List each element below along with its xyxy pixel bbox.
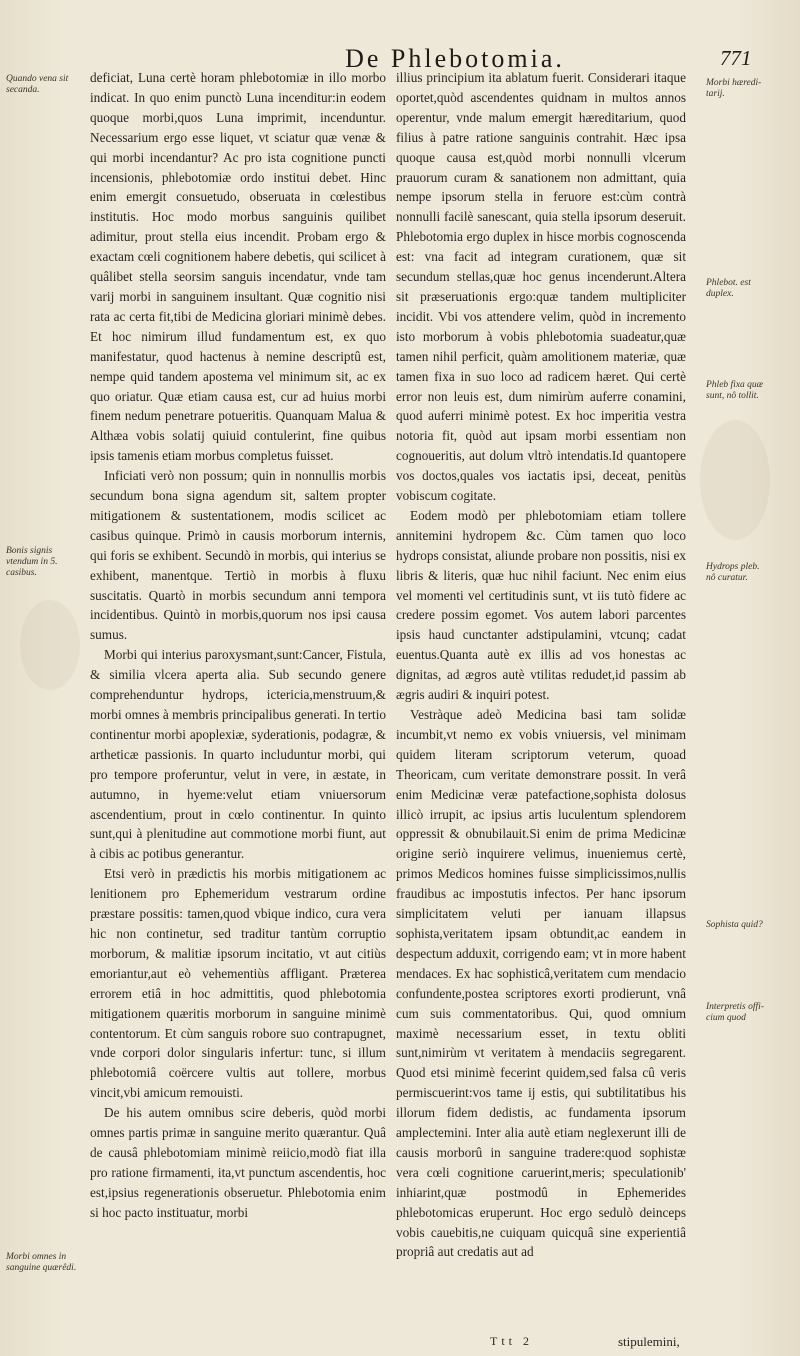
- marginal-note: Morbi hæredi-tarij.: [706, 78, 762, 99]
- marginal-note: Phlebot. est duplex.: [706, 278, 751, 299]
- right-text-column: [396, 68, 686, 1262]
- marginal-note: Hydrops pleb. nô curatur.: [706, 562, 760, 583]
- paragraph: De his autem omnibus scire deberis, quòd morbi omnes partis primæ in sanguine merito quærantur. Quâ de causâ phlebotomiam minimè reiicio,modò fiat illa pro ratione firmamenti, ita,vt punctum ascendentis, hoc est,ipsius regenerationis obseruetur. Phlebotomia enim si hoc pacto instituatur, morbi: [90, 1105, 386, 1220]
- paragraph: Eodem modò per phlebotomiam etiam tollere annitemini hydropem &c. Cùm tamen quo loco hydrops consistat, aliunde probare non possitis, nisi ex libris & literis, quæ huc nihil faciunt. Nec enim eius vel momenti vel certitudinis sunt, vt iis tutò fidere ac credere possim egomet. Vos autem labori parcentes ipsis haud cunctanter adstipulamini, vtcunq; cadat euentus.Quanta autè ex illis ad vos honestas ac dignitas, ad ægros autè vtilitas redudet,id passim ab ægris audiri & inquiri potest.: [396, 507, 686, 703]
- paragraph: Morbi qui interius paroxysmant,sunt:Cancer, Fistula, & similia vlcera aperta alia. Sub secundo genere comprehenduntur hydrops, ictericia,menstruum,& morbi omnes à membris principalibus generati. In tertio continentur morbi apoplexiæ, syderationis, podagræ, & artheticæ passionis. In quarto includuntur morbi, qui pro tempore proferuntur, velut in vere, in æstate, in autumno, in hyeme:velut etiam vniuersorum ascendentium, prout in cœlo continentur. In quinto sunt,qui à plenitudine aut commotione morbi fiunt, aut à cibis ac potibus generantur.: [90, 647, 386, 862]
- marginal-note: Sophista quid?: [706, 920, 763, 930]
- paragraph: deficiat, Luna certè horam phlebotomiæ in illo morbo indicat. In quo enim punctò Luna incenditur:in eodem quoque morbi,quos Luna imprimit, incenduntur. Necessarium ergo esse liquet, vt sciatur quæ venæ & qui morbi incendantur? Ac pro ista cognitione puncti incensionis, phlebotomiæ ordo institui debet. Hinc enim emergit consuetudo, obseruata in cœlestibus institutis. Hoc modo morbus sanguinis quilibet adimitur, prout stella eius incendit. Probam ergo & exactam cœli cognitionem habere debetis, qui scilicet à quâlibet stella seorsim sanguis incendatur, vnde tam varij morbi in sanguinem insultant. Quæ cognitio nisi rata ac certa fit,tibi de Medicina gloriari minimè debes. Et hoc nimirum illud fundamentum est, ex quo manifestatur, quod hactenus à nemine descriptû est, nempe quid tandem apostema vel minimum sit, ac ex quo oriatur. Quæ etiam causa est, cur ad huius morbi finem nedum penetrare potueritis. Quanquam Malua & Althæa vobis solatij quiuid contulerint, fine quibus ipsis tamenis etiam morbus completus fuisset.: [90, 70, 386, 464]
- signature-mark: Ttt 2: [490, 1334, 533, 1348]
- paper-stain: [20, 600, 80, 690]
- marginal-note: Quando vena sit secanda.: [6, 74, 69, 95]
- paragraph: Inficiati verò non possum; quin in nonnullis morbis secundum bona signa agendum sit, saltem propter mitigationem & sustentationem, modis scilicet ac casibus quinque. Primò in causis morborum internis, qui foris se exhibent. Secundò in morbis, qui interius se exhibent, manentque. Tertiò in morbis à fluxu suscitatis. Quartò in morbis secundum anni tempora incidentibus. Quintò in morbis,quorum nos ipsi causa sumus.: [90, 468, 386, 643]
- paper-stain: [700, 420, 770, 540]
- paragraph: Vestràque adeò Medicina basi tam solidæ incumbit,vt nemo ex vobis vniuersis, vel minimam quidem literam scriptorum veterum, quoad Theoricam, cum veritate demonstrare possit. In verâ enim Medicinæ veræ patefactione,sophista dolosus illicò irrupit, ac ipsius artis luculentum splendorem oppressit & obnubilauit.Si enim de prima Medicinæ origine seriò inquirere velimus, inueniemus certè, primos Medicos homines fuisse simplicissimos,nullis fraudibus ac impostutis infectos. Per hanc ipsorum simplicitatem veluti per ianuam illapsus sophista,veritatem ipsam obtundit,ac eandem in despectum adduxit, corrigendo eam; vt in more habent mendaces. Ex hac sophisticâ,veritatem cum mendacio confundente,postea scriptores exorti prodierunt, vnâ cum suis commentatoribus. Qui, quod omnium maximè necessarium esset, in textu obliti sunt,nimirùm vt veritatem à mendaciis segregarent. Quod etsi minimè fecerint quidem,sed falsa cû veris permiscuerint:vos tame ij estis, qui subtilitatibus his illorum fidem dedistis, ac fundamenta ipsorum amplectemini. Inter alia autè etiam neglexerunt illi de causis morborû in sanguine tradere:quod sophistæ vera cœli cognitione caruerint,meris; speculationib' inhiarint,quæ postmodû in Ephemerides phlebotomicas eruperunt. Hoc ergo sedulò deinceps vobis cauebitis,ne cuiquam quicquâ sine experientiâ propriâ aut credatis aut ad: [396, 707, 686, 1260]
- catchword: stipulemini,: [618, 1334, 680, 1349]
- left-text-column: [90, 68, 386, 1223]
- marginal-note: Morbi omnes in sanguine quærêdi.: [6, 1252, 77, 1273]
- marginal-note: Interpretis offi-cium quod: [706, 1002, 764, 1023]
- marginal-note: Phleb fixa quæ sunt, nô tollit.: [706, 380, 763, 401]
- page-number: 771: [720, 46, 752, 70]
- paragraph: illius principium ita ablatum fuerit. Considerari itaque oportet,quòd ascendentes quidnam in multos annos operentur, vnde malum emergit hæreditarium, quod filius à patre ratione sanguinis contrahit. Hæc ipsa quoque causa est,quòd morbi nonnulli vlcerum prauorum curam & sanationem non admittant, quia nempe ipsorum stella in feruore est:cùm contrà nonnulli facilè sanescant, quia stella ipsorum deseruit. Phlebotomia ergo duplex in hisce morbis cognoscenda est: vna facit ad integram curationem, quæ sit secundum stellas,quæ hoc genus incenderunt.Altera sit præseruationis ergo:quæ tandem multipliciter incidit. Vbi vos attendere velim, quòd in incremento isto morborum à vobis phlebotomia suadeatur,quæ tamen nihil perficit, quàm amolitionem materiæ, quæ tamen fixa in suo loco ad radicem hæret. Qui certè error non leuis est, dum nimirùm auferre conamini, quod auferri minimè potest. Ex hoc imperitia vestra notoria fit, quòd aut ipsam morbi essentiam non cognoueritis, aut dolum vltrò intendatis.Id quantopere vos doctos,quales vos iactatis ipsi, deceat, penitùs vobiscum cogitate.: [396, 70, 686, 504]
- paragraph: Etsi verò in prædictis his morbis mitigationem ac lenitionem pro Ephemeridum vestrarum ordine præstare possitis: tamen,quod vbique indico, cura vera hic non continetur, sed traditur tantùm corruptio morborum, & malitiæ ipsorum incitatio, vt aut citiùs emoriantur,aut eò vehementiùs affligant. Præterea errorem etiâ in hoc admittitis, quod phlebotomia mitigationem quæritis morborum in sanguine minimè contentorum. Et cùm sanguis robore suo contrapugnet, vnde corpori dolor singularis infertur: tunc, si illum phlebotomiâ coërcere vultis aut tollere, morbus vincit,vbi amicum remouisti.: [90, 866, 386, 1101]
- running-head: De Phlebotomia.: [345, 44, 565, 73]
- marginal-note: Bonis signis vtendum in 5. casibus.: [6, 546, 58, 578]
